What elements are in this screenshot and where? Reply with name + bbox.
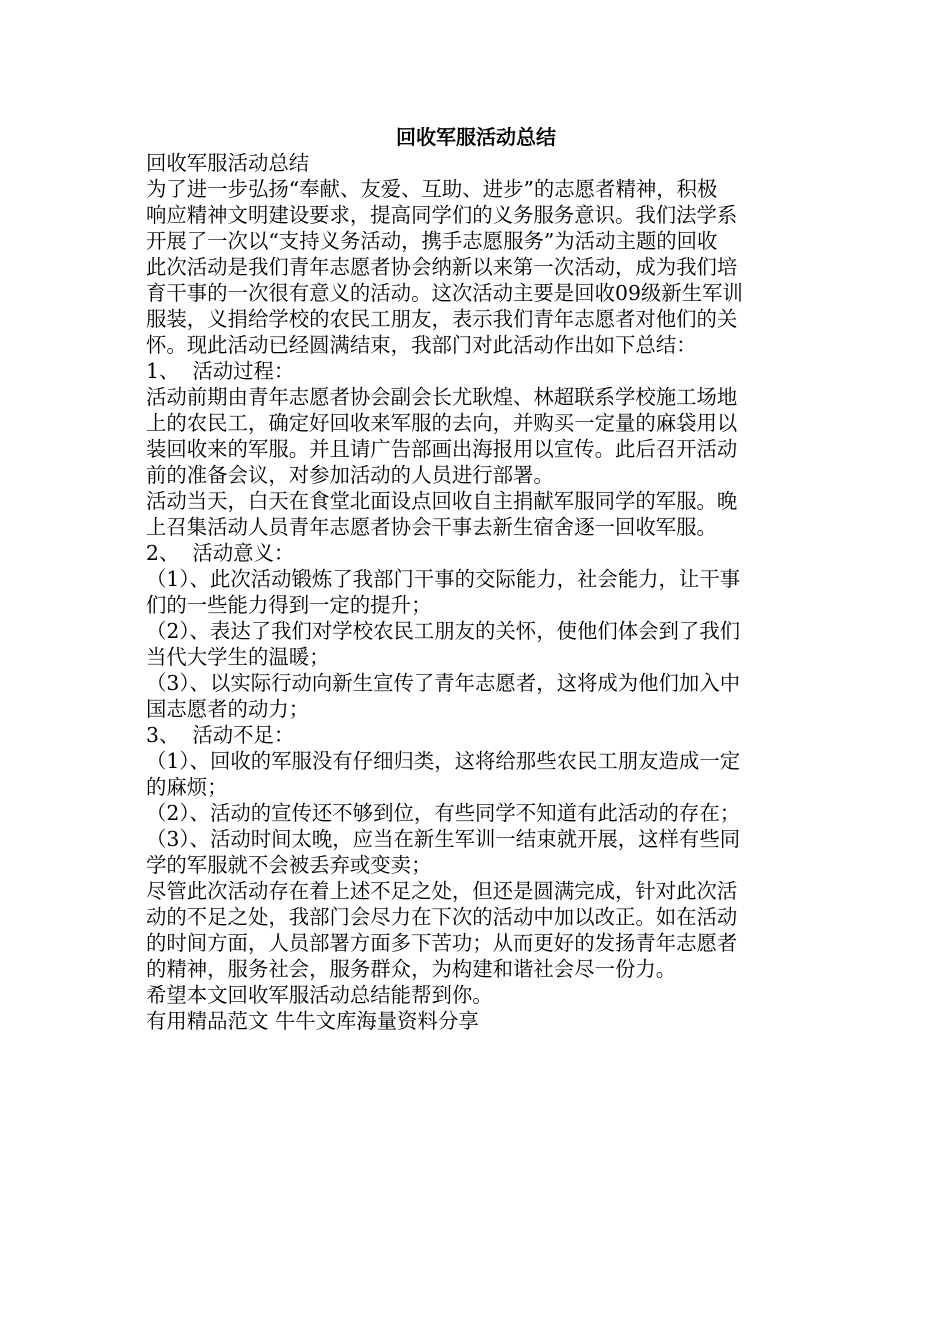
document-title: 回收军服活动总结 <box>396 125 556 149</box>
text-line: （3）、以实际行动向新生宣传了青年志愿者，这将成为他们加入中 <box>146 671 741 695</box>
text-line: 希望本文回收军服活动总结能帮到你。 <box>146 983 493 1007</box>
footer-line: 有用精品范文 牛牛文库海量资料分享 <box>146 1009 479 1033</box>
text-line: 的麻烦； <box>146 775 228 799</box>
document-page <box>146 124 806 1034</box>
text-line: 当代大学生的温暖； <box>146 645 330 669</box>
text-line: 上召集活动人员青年志愿者协会干事去新生宿舍逐一回收军服。 <box>146 515 717 539</box>
text-line: 动的不足之处，我部门会尽力在下次的活动中加以改正。如在活动 <box>146 905 738 929</box>
text-line: 的时间方面，人员部署方面多下苦功；从而更好的发扬青年志愿者 <box>146 931 738 955</box>
section-heading: 1、 活动过程： <box>146 359 295 383</box>
text-line: 响应精神文明建设要求，提高同学们的义务服务意识。我们法学系 <box>146 203 738 227</box>
section-heading: 2、 活动意义： <box>146 541 295 565</box>
text-line: 开展了一次以“支持义务活动，携手志愿服务”为活动主题的回收 <box>146 229 718 253</box>
text-line: 活动当天，白天在食堂北面设点回收自主捐献军服同学的军服。晚 <box>146 489 738 513</box>
text-line: 育干事的一次很有意义的活动。这次活动主要是回收09级新生军训 <box>146 281 743 305</box>
text-line: （1）、回收的军服没有仔细归类，这将给那些农民工朋友造成一定 <box>146 749 741 773</box>
text-line: （2）、表达了我们对学校农民工朋友的关怀，使他们体会到了我们 <box>146 619 741 643</box>
text-line: 的精神，服务社会，服务群众，为构建和谐社会尽一份力。 <box>146 957 677 981</box>
text-line: 们的一些能力得到一定的提升； <box>146 593 432 617</box>
text-line: 上的农民工，确定好回收来军服的去向，并购买一定量的麻袋用以 <box>146 411 738 435</box>
section-heading: 3、 活动不足： <box>146 723 295 747</box>
text-line: 怀。现此活动已经圆满结束，我部门对此活动作出如下总结： <box>146 333 697 357</box>
text-line: （2）、活动的宣传还不够到位，有些同学不知道有此活动的存在； <box>146 801 741 825</box>
text-line: 前的准备会议，对参加活动的人员进行部署。 <box>146 463 554 487</box>
text-line: 国志愿者的动力； <box>146 697 310 721</box>
text-line: 学的军服就不会被丢弃或变卖； <box>146 853 432 877</box>
text-line: 服装，义捐给学校的农民工朋友，表示我们青年志愿者对他们的关 <box>146 307 738 331</box>
text-line: 尽管此次活动存在着上述不足之处，但还是圆满完成，针对此次活 <box>146 879 738 903</box>
text-line: 回收军服活动总结 <box>146 151 310 175</box>
text-line: 装回收来的军服。并且请广告部画出海报用以宣传。此后召开活动 <box>146 437 738 461</box>
text-line: （3）、活动时间太晚，应当在新生军训一结束就开展，这样有些同 <box>146 827 741 851</box>
text-line: （1）、此次活动锻炼了我部门干事的交际能力，社会能力，让干事 <box>146 567 741 591</box>
text-line: 此次活动是我们青年志愿者协会纳新以来第一次活动，成为我们培 <box>146 255 738 279</box>
text-line: 活动前期由青年志愿者协会副会长尤耿煌、林超联系学校施工场地 <box>146 385 738 409</box>
text-line: 为了进一步弘扬“奉献、友爱、互助、进步”的志愿者精神，积极 <box>146 177 718 201</box>
